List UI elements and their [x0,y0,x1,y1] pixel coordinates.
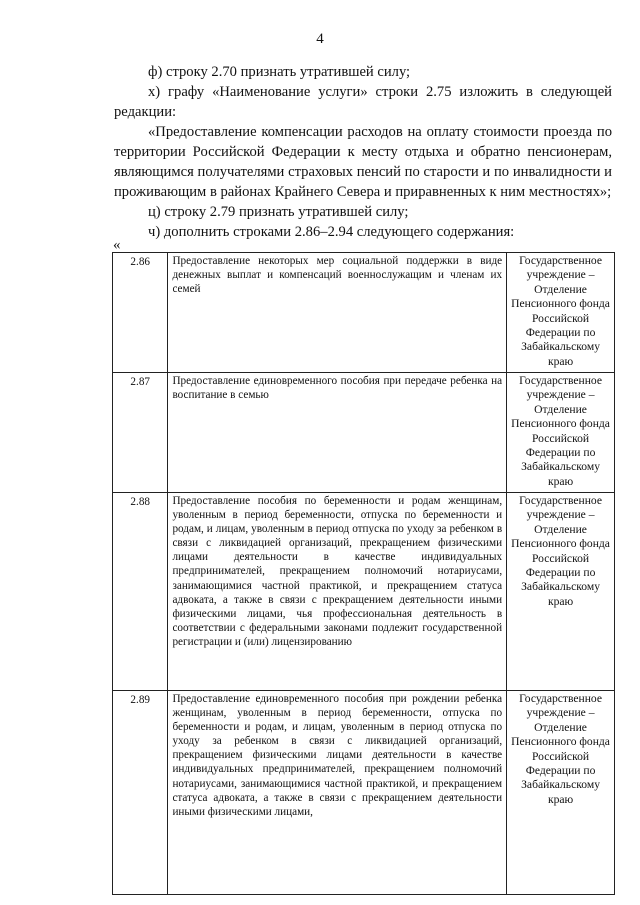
service-provider: Государственное учреждение – Отделение Пенсионного фонда Российской Федерации по Забайкальскому краю [507,691,615,895]
service-provider: Государственное учреждение – Отделение Пенсионного фонда Российской Федерации по Забайкальскому краю [507,493,615,691]
table-row [113,493,615,691]
page-number: 4 [316,31,324,47]
service-name: Предоставление пособия по беременности и родам женщинам, уволенным в период беременности, отпуска по беременности и родам, и лицам, уволенным в период отпуска по уходу за ребенком в связи с ликвидацией организаций, прекращением физическими лицами деятельности в качестве индивидуальных предпринимателей, прекращением полномочий нотариусами, занимающимися частной практикой, и прекращением статуса адвоката, а также в связи с прекращением деятельности иными физическими лицами, чья профессиональная деятельность в соответствии с федеральными законами подлежит государственной регистрации и (или) лицензированию [168,493,507,691]
service-provider: Государственное учреждение – Отделение Пенсионного фонда Российской Федерации по Забайкальскому краю [507,373,615,493]
paragraph-ts: ц) строку 2.79 признать утратившей силу; [148,204,409,220]
row-number: 2.87 [113,373,168,493]
body-text [114,62,612,242]
service-name: Предоставление единовременного пособия при рождении ребенка женщинам, уволенным в период беременности, отпуска по беременности и родам, и лицам, уволенным в период отпуска по уходу за ребенком в связи с ликвидацией организаций, прекращением физическими лицами деятельности в качестве индивидуальных предпринимателей, прекращением полномочий нотариусами, занимающимися частной практикой, и прекращением статуса адвоката, а также в связи с прекращением деятельности иными физическими лицами, [168,691,507,895]
table-row [113,373,615,493]
table-open-quote: « [113,237,121,253]
paragraph-kh: х) графу «Наименование услуги» строки 2.75 изложить в следующей редакции: [114,84,612,120]
table-row [113,253,615,373]
service-name: Предоставление некоторых мер социальной поддержки в виде денежных выплат и компенсаций военнослужащим и членам их семей [168,253,507,373]
row-number: 2.89 [113,691,168,895]
paragraph-quote: «Предоставление компенсации расходов на оплату стоимости проезда по территории Российской Федерации к месту отдыха и обратно пенсионерам, являющимся получателями страховых пенсий по старости и по инвалидности и проживающим в районах Крайнего Севера и приравненных к ним местностях»; [114,124,612,200]
paragraph-f: ф) строку 2.70 признать утратившей силу; [148,64,411,80]
paragraph-ch: ч) дополнить строками 2.86–2.94 следующего содержания: [148,224,515,240]
service-provider: Государственное учреждение – Отделение Пенсионного фонда Российской Федерации по Забайкальскому краю [507,253,615,373]
row-number: 2.86 [113,253,168,373]
row-number: 2.88 [113,493,168,691]
table-row [113,691,615,895]
service-name: Предоставление единовременного пособия при передаче ребенка на воспитание в семью [168,373,507,493]
services-table [112,252,615,895]
